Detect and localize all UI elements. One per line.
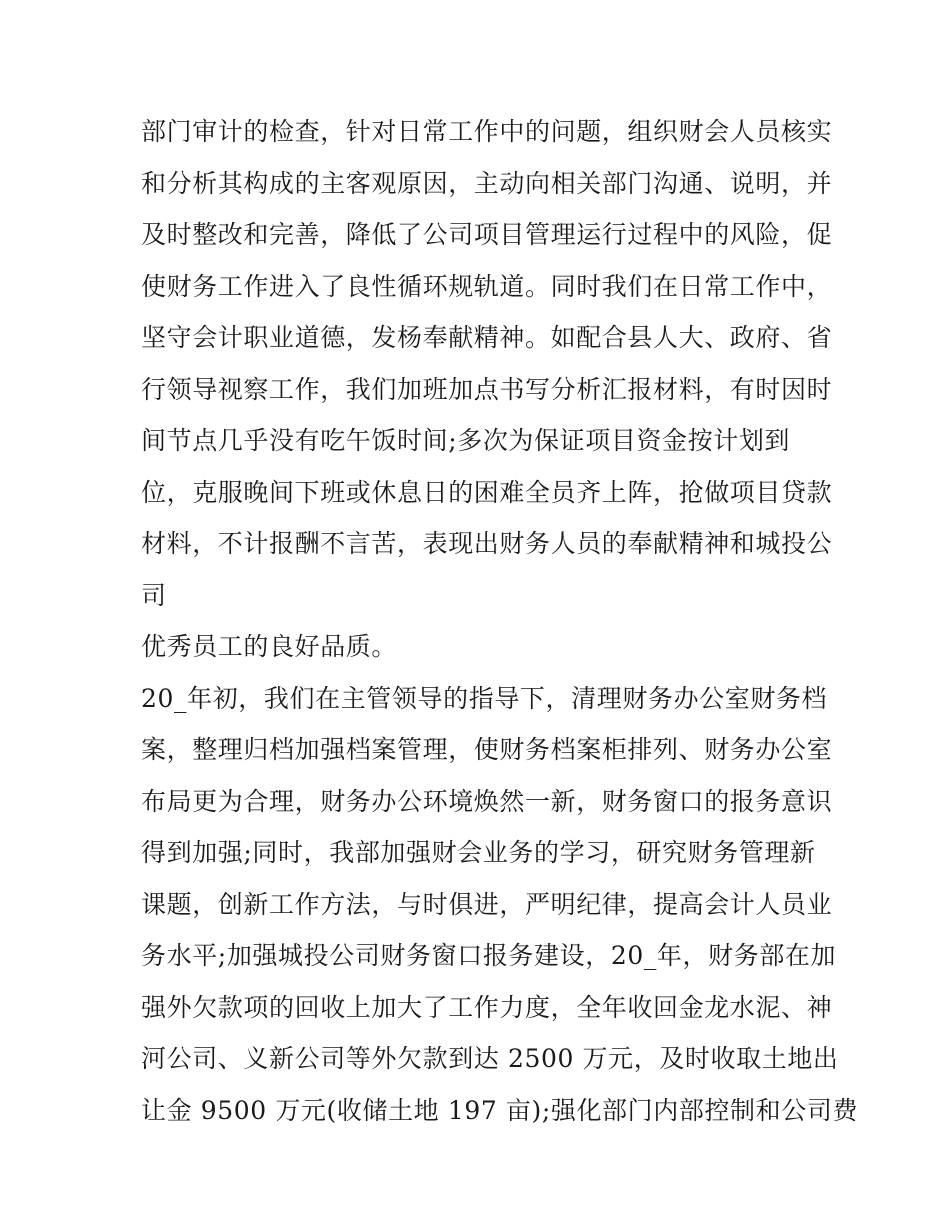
text-line: 课题，创新工作方法，与时俱进，严明纪律，提高会计人员业 <box>141 889 833 919</box>
text-line: 强外欠款项的回收上加大了工作力度，全年收回金龙水泥、神 <box>141 992 833 1022</box>
text-line: 使财务工作进入了良性循环规轨道。同时我们在日常工作中， <box>141 271 833 301</box>
text-line: 和分析其构成的主客观原因，主动向相关部门沟通、说明，并 <box>141 168 833 198</box>
text-line: 行领导视察工作，我们加班加点书写分析汇报材料，有时因时 <box>141 374 833 404</box>
text-line: 间节点几乎没有吃午饭时间;多次为保证项目资金按计划到 <box>141 426 791 455</box>
text-line: 案，整理归档加强档案管理，使财务档案柜排列、财务办公室 <box>141 735 833 764</box>
body-text <box>141 106 859 1136</box>
text-line: 材料，不计报酬不言苦，表现出财务人员的奉献精神和城投公 <box>141 529 833 558</box>
text-line: 位，克服晚间下班或休息日的困难全员齐上阵，抢做项目贷款 <box>141 477 833 507</box>
text-line: 河公司、义新公司等外欠款到达 2500 万元，及时收取土地出 <box>141 1044 839 1073</box>
text-line: 布局更为合理，财务办公环境焕然一新，财务窗口的报务意识 <box>141 786 833 816</box>
text-line: 务水平;加强城投公司财务窗口报务建设，20_年，财务部在加 <box>141 941 837 970</box>
text-line: 及时整改和完善，降低了公司项目管理运行过程中的风险，促 <box>141 220 833 249</box>
text-line: 坚守会计职业道德，发杨奉献精神。如配合县人大、政府、省 <box>141 323 833 352</box>
text-line: 优秀员工的良好品质。 <box>141 632 398 661</box>
text-line: 20_年初，我们在主管领导的指导下，清理财务办公室财务档 <box>141 683 828 713</box>
text-line: 得到加强;同时，我部加强财会业务的学习，研究财务管理新 <box>141 838 816 867</box>
text-line: 司 <box>141 580 167 610</box>
text-line: 让金 9500 万元(收储土地 197 亩);强化部门内部控制和公司费 <box>141 1095 859 1125</box>
text-line: 部门审计的检查，针对日常工作中的问题，组织财会人员核实 <box>141 117 833 146</box>
